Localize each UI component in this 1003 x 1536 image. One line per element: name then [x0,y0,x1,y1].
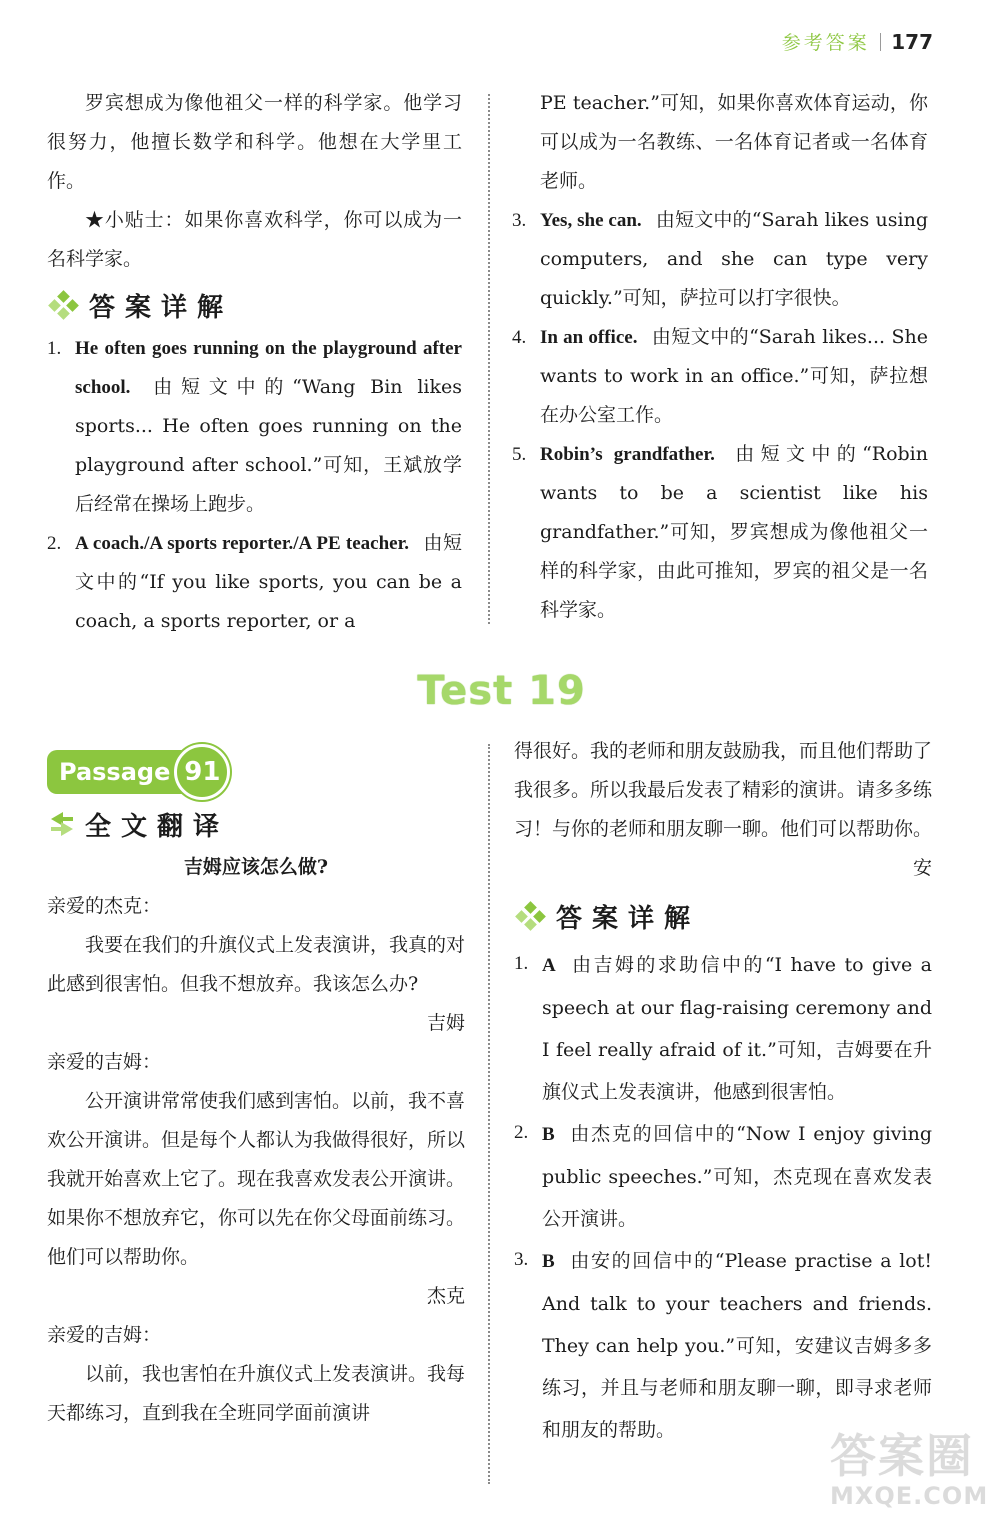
letter-paragraph: 公开演讲常常使我们感到害怕。以前，我不喜欢公开演讲。但是每个人都认为我做得很好，所以我就开始喜欢上它了。现在我喜欢发表公开演讲。如果你不想放弃它，你可以先在你父母面前练习。他们可以帮助你。 [47,1090,466,1268]
item-answer: He often goes running on the playground after school. [75,338,462,398]
watermark-url: MXQE.COM [830,1482,989,1510]
item-number: 3. [512,210,527,231]
bottom-right-column [514,732,932,1451]
swap-arrows-icon [47,809,77,839]
watermark-logo: 答案圈 [830,1429,974,1483]
column-divider [488,744,490,1484]
letter-signature: 杰克 [426,1285,465,1307]
item-number: 4. [512,327,527,348]
answer-item [512,201,928,318]
page-number: 177 [891,29,933,54]
answer-item [47,524,462,641]
letter-signature: 安 [912,857,932,879]
section-title: 答案详解 [89,292,234,323]
item-explanation: 由短文中的“Sarah likes using computers, and she can type very quickly.”可知，萨拉可以打字很快。 [540,209,928,309]
bottom-left-column [47,800,465,1433]
item-explanation: 由安的回信中的“Please practise a lot! And talk to your teachers and friends. They can help you.”可知，安建议吉姆多多练习，并且与老师和朋友聊一聊，即寻求老师和朋友的帮助。 [542,1250,932,1441]
item-explanation: 由短文中的“If you like sports, you can be a coach, a sports reporter, or a [75,532,462,632]
section-title: 全文翻译 [85,811,230,842]
item-answer: In an office. [540,327,638,348]
letter-paragraph: 得很好。我的老师和朋友鼓励我，而且他们帮助了我很多。所以我最后发表了精彩的演讲。请多多练习！与你的老师和朋友聊一聊。他们可以帮助你。 [514,740,933,840]
salutation: 亲爱的吉姆： [47,1051,162,1073]
section-label: 参考答案 [781,32,870,54]
salutation: 亲爱的吉姆： [47,1324,162,1346]
letter-title: 吉姆应该怎么做? [183,856,329,878]
translation-section-header [47,800,465,848]
column-divider [488,94,490,624]
passage-badge [47,750,230,794]
test-title: Test 19 [417,668,586,714]
tip-text: ★小贴士：如果你喜欢科学，你可以成为一名科学家。 [47,209,462,270]
item-explanation: 由短文中的“Wang Bin likes sports... He often goes running on the playground after school.”可知，王斌放学后经常在操场上跑步。 [75,376,462,515]
answer-section-header [47,281,462,329]
top-left-column [47,84,462,641]
top-right-column [512,84,928,630]
section-title: 答案详解 [556,903,701,934]
salutation: 亲爱的杰克： [47,895,162,917]
diamond-cluster-icon [514,901,548,931]
item-answer: B [542,1124,555,1145]
item-number: 5. [512,444,527,465]
item-answer: Yes, she can. [540,210,642,231]
item-number: 2. [514,1122,529,1143]
item-explanation: 由杰克的回信中的“Now I enjoy giving public speeches.”可知，杰克现在喜欢发表公开演讲。 [542,1123,932,1230]
answer-item [512,318,928,435]
header-divider [880,33,882,51]
item-number: 1. [47,338,62,359]
answer-item [514,944,932,1113]
letter-paragraph: 我要在我们的升旗仪式上发表演讲，我真的对此感到很害怕。但我不想放弃。我该怎么办? [47,934,466,995]
item-number: 2. [47,533,62,554]
passage-label: Passage [47,750,184,794]
letter-paragraph: 以前，我也害怕在升旗仪式上发表演讲。我每天都练习，直到我在全班同学面前演讲 [47,1363,466,1424]
diamond-cluster-icon [47,290,81,320]
item-answer: A [542,955,556,976]
translation-tail: 罗宾想成为像他祖父一样的科学家。他学习很努力，他擅长数学和科学。他想在大学里工作。 [47,92,462,192]
item-number: 1. [514,953,529,974]
item-explanation: 由短文中的“Sarah likes... She wants to work in an office.”可知，萨拉想在办公室工作。 [540,326,929,426]
item-explanation: 由吉姆的求助信中的“I have to give a speech at our flag-raising ceremony and I feel really afraid of it.”可知，吉姆要在升旗仪式上发表演讲，他感到很害怕。 [542,954,932,1103]
watermark [830,1420,1000,1530]
answer-section-header [514,892,932,940]
letter-signature: 吉姆 [426,1012,465,1034]
item-answer: A coach./A sports reporter./A PE teacher. [75,533,410,554]
answer-item [47,329,462,524]
answer-item [514,1113,932,1240]
answer-item [512,435,928,630]
item-number: 3. [514,1249,529,1270]
passage-number: 91 [174,744,230,800]
item-explanation: 由短文中的“Robin wants to be a scientist like his grandfather.”可知，罗宾想成为像他祖父一样的科学家，由此可推知，罗宾的祖父是一名科学家。 [540,443,928,621]
item-answer: B [542,1251,555,1272]
item-answer: Robin’s grandfather. [540,444,715,465]
page-header [782,28,933,55]
item-continuation: PE teacher.”可知，如果你喜欢体育运动，你可以成为一名教练、一名体育记者或一名体育老师。 [540,92,928,192]
